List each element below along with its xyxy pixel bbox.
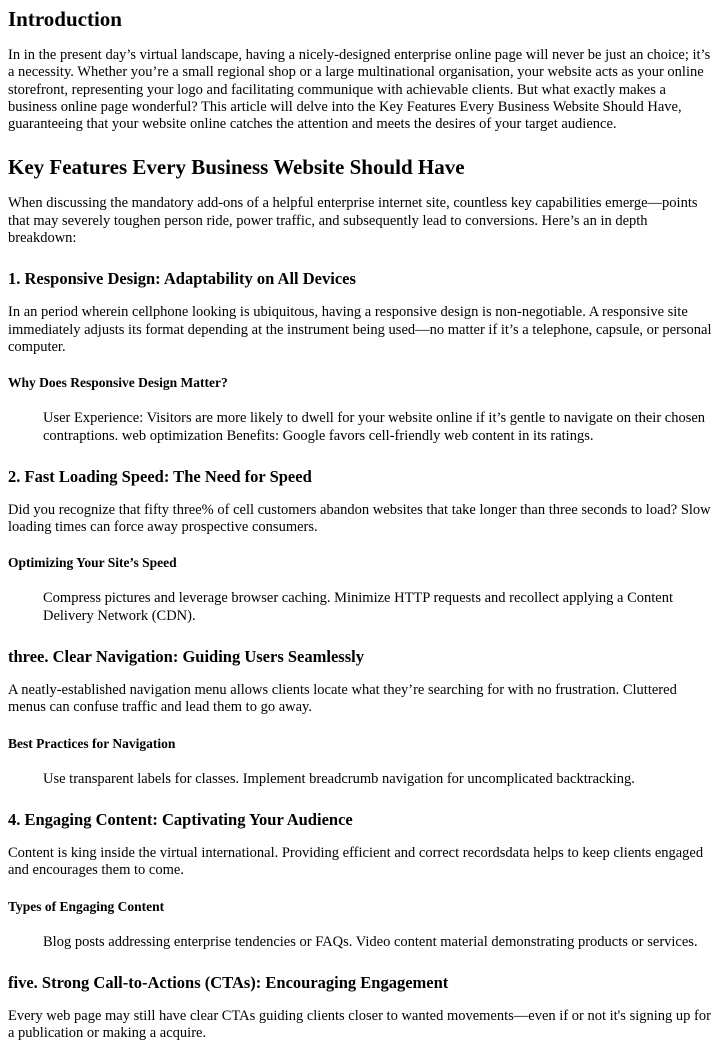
section-subheading: Why Does Responsive Design Matter? <box>8 375 228 391</box>
section-paragraph: In an period wherein cellphone looking is ubiquitous, having a responsive design is non-negotiable. A responsive site immediately adjusts its format depending at the instrument being used—no matter if it’s a telephone, capsule, or personal computer. <box>8 304 712 355</box>
section-subheading: Optimizing Your Site’s Speed <box>8 555 177 571</box>
section-ctas <box>8 973 712 1042</box>
section-quote: Compress pictures and leverage browser caching. Minimize HTTP requests and recollect applying a Content Delivery Network (CDN). <box>43 590 674 624</box>
section-paragraph: Did you recognize that fifty three% of cell customers abandon websites that take longer than three seconds to load? Slow loading times can force away prospective consumers. <box>8 501 711 536</box>
section-heading: 2. Fast Loading Speed: The Need for Speed <box>8 466 312 486</box>
section-heading: three. Clear Navigation: Guiding Users Seamlessly <box>8 647 364 667</box>
section-engaging-content <box>8 810 712 951</box>
intro-paragraph: In in the present day’s virtual landscape, having a nicely-designed enterprise online page will never be just an choice; it’s a necessity. Whether you’re a small regional shop or a large multinational organisation, your website acts as your online storefront, representing your logo and facilitating communique with achievable clients. But what exactly makes a business online page wonderful? This article will delve into the Key Features Every Business Website Should Have, guaranteeing that your website online catches the attention and meets the desires of your target audience. <box>8 47 711 133</box>
section-heading: five. Strong Call-to-Actions (CTAs): Encouraging Engagement <box>8 972 449 992</box>
section-paragraph: Content is king inside the virtual international. Providing efficient and correct recordsdata helps to keep clients engaged and encourages them to come. <box>8 844 704 879</box>
section-quote: Blog posts addressing enterprise tendencies or FAQs. Video content material demonstrating products or services. <box>43 933 698 950</box>
section-navigation <box>8 647 712 788</box>
article <box>0 7 720 1042</box>
section-paragraph: A neatly-established navigation menu allows clients locate what they’re searching for with no frustration. Cluttered menus can confuse traffic and lead them to go away. <box>8 682 677 716</box>
section-paragraph: Every web page may still have clear CTAs guiding clients closer to wanted movements—even if or not it's signing up for a publication or making a acquire. <box>8 1007 711 1042</box>
section-heading: 4. Engaging Content: Captivating Your Audience <box>8 809 353 829</box>
section-responsive-design <box>8 269 712 444</box>
section-subheading: Types of Engaging Content <box>8 898 165 914</box>
section-loading-speed <box>8 467 712 625</box>
key-features-heading: Key Features Every Business Website Should Have <box>8 155 465 180</box>
section-heading: 1. Responsive Design: Adaptability on All Devices <box>8 269 356 289</box>
section-quote: Use transparent labels for classes. Implement breadcrumb navigation for uncomplicated backtracking. <box>43 770 635 787</box>
intro-heading: Introduction <box>8 7 122 31</box>
section-subheading: Best Practices for Navigation <box>8 735 176 751</box>
section-quote: User Experience: Visitors are more likely to dwell for your website online if it’s gentle to navigate on their chosen contraptions. web optimization Benefits: Google favors cell-friendly web content in its ratings. <box>43 410 706 444</box>
key-features-paragraph: When discussing the mandatory add-ons of a helpful enterprise internet site, countless key capabilities emerge—points that may severely toughen person ride, power traffic, and subsequently lead to conversions. Here’s an in depth breakdown: <box>8 195 698 247</box>
